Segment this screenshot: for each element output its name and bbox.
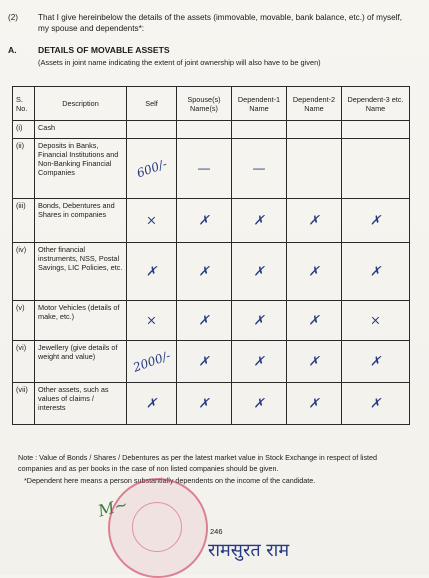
header-dependent-3: Dependent-3 etc. Name xyxy=(342,87,410,121)
cell-spouse xyxy=(177,139,232,199)
handwritten-mark: ✗ xyxy=(198,213,210,228)
handwritten-mark: ✗ xyxy=(308,213,320,228)
cell-dependent-3 xyxy=(342,383,410,425)
intro-number: (2) xyxy=(8,13,19,22)
row-sno: (vii) xyxy=(13,383,35,425)
handwritten-mark: ✗ xyxy=(370,354,381,369)
handwritten-mark: — xyxy=(252,161,266,176)
cell-self xyxy=(127,301,177,341)
cell-dependent-1 xyxy=(232,139,287,199)
row-description: Deposits in Banks, Financial Institutions and Non-Banking Financial Companies xyxy=(35,139,127,199)
cell-dependent-3 xyxy=(342,243,410,301)
handwritten-amount: 600/- xyxy=(134,156,169,180)
movable-assets-table xyxy=(12,86,410,425)
cell-spouse xyxy=(177,341,232,383)
handwritten-mark: × xyxy=(146,213,157,228)
cell-dependent-3 xyxy=(342,139,410,199)
row-description: Other financial instruments, NSS, Postal Savings, LIC Policies, etc. xyxy=(35,243,127,301)
handwritten-mark: ✗ xyxy=(370,213,381,228)
handwritten-mark: ✗ xyxy=(253,354,265,369)
intro-text: That I give hereinbelow the details of the assets (immovable, movable, bank balance, etc.) of myself, my spouse and dependents*: xyxy=(38,13,403,33)
header-sno: S. No. xyxy=(13,87,35,121)
official-seal-icon xyxy=(108,478,208,578)
page-number: 246 xyxy=(210,527,223,536)
handwritten-mark: ✗ xyxy=(253,213,265,228)
cell-self xyxy=(127,243,177,301)
handwritten-mark: ✗ xyxy=(370,396,381,411)
cell-dependent-2 xyxy=(287,383,342,425)
table-row xyxy=(13,243,410,301)
handwritten-mark: × xyxy=(370,313,381,328)
cell-dependent-2 xyxy=(287,243,342,301)
row-sno: (i) xyxy=(13,121,35,139)
handwritten-mark: × xyxy=(146,313,157,328)
table-row xyxy=(13,121,410,139)
table-row xyxy=(13,301,410,341)
header-self: Self xyxy=(127,87,177,121)
cell-dependent-1 xyxy=(232,199,287,243)
cell-dependent-2 xyxy=(287,121,342,139)
row-description: Other assets, such as values of claims / interests xyxy=(35,383,127,425)
table-row xyxy=(13,341,410,383)
cell-dependent-1 xyxy=(232,383,287,425)
cell-dependent-3 xyxy=(342,301,410,341)
row-sno: (iv) xyxy=(13,243,35,301)
handwritten-mark: ✗ xyxy=(146,396,157,411)
cell-dependent-1 xyxy=(232,243,287,301)
handwritten-mark: ✗ xyxy=(308,354,320,369)
handwritten-mark: ✗ xyxy=(308,396,320,411)
cell-dependent-1 xyxy=(232,341,287,383)
row-description: Motor Vehicles (details of make, etc.) xyxy=(35,301,127,341)
section-title: DETAILS OF MOVABLE ASSETS xyxy=(38,45,170,55)
handwritten-mark: ✗ xyxy=(308,313,320,328)
initials-icon: M~ xyxy=(96,494,130,521)
cell-dependent-2 xyxy=(287,341,342,383)
header-spouse: Spouse(s) Name(s) xyxy=(177,87,232,121)
handwritten-mark: ✗ xyxy=(253,264,265,279)
cell-dependent-1 xyxy=(232,121,287,139)
cell-dependent-2 xyxy=(287,139,342,199)
row-sno: (vi) xyxy=(13,341,35,383)
cell-spouse xyxy=(177,301,232,341)
table-header-row xyxy=(13,87,410,121)
table-row xyxy=(13,383,410,425)
handwritten-mark: ✗ xyxy=(253,313,265,328)
handwritten-mark: ✗ xyxy=(198,396,210,411)
handwritten-mark: ✗ xyxy=(198,354,210,369)
row-description: Bonds, Debentures and Shares in companies xyxy=(35,199,127,243)
cell-dependent-1 xyxy=(232,301,287,341)
section-subnote: (Assets in joint name indicating the extent of joint ownership will also have to be given) xyxy=(38,58,321,67)
handwritten-mark: — xyxy=(197,161,211,176)
cell-dependent-3 xyxy=(342,341,410,383)
handwritten-mark: ✗ xyxy=(146,264,157,279)
section-letter: A. xyxy=(8,45,17,55)
row-description: Cash xyxy=(35,121,127,139)
cell-spouse xyxy=(177,383,232,425)
handwritten-mark: ✗ xyxy=(198,264,210,279)
header-dependent-2: Dependent-2 Name xyxy=(287,87,342,121)
cell-self xyxy=(127,121,177,139)
cell-spouse xyxy=(177,199,232,243)
row-sno: (iii) xyxy=(13,199,35,243)
handwritten-mark: ✗ xyxy=(253,396,265,411)
table-row xyxy=(13,199,410,243)
candidate-signature: रामसुरत राम xyxy=(208,540,290,561)
table-row xyxy=(13,139,410,199)
dependent-definition-note: *Dependent here means a person substantially dependents on the income of the candidate. xyxy=(24,476,316,485)
row-sno: (v) xyxy=(13,301,35,341)
handwritten-amount: 2000/- xyxy=(130,347,172,375)
cell-spouse xyxy=(177,243,232,301)
cell-spouse xyxy=(177,121,232,139)
row-sno: (ii) xyxy=(13,139,35,199)
valuation-note: Note : Value of Bonds / Shares / Debentures as per the latest market value in Stock Exchange in respect of listed companies and as per books in the case of non listed companies should be given. xyxy=(18,453,378,473)
cell-dependent-3 xyxy=(342,199,410,243)
cell-self xyxy=(127,139,177,199)
cell-self xyxy=(127,341,177,383)
row-description: Jewellery (give details of weight and value) xyxy=(35,341,127,383)
handwritten-mark: ✗ xyxy=(198,313,210,328)
handwritten-mark: ✗ xyxy=(370,264,381,279)
cell-self xyxy=(127,383,177,425)
cell-dependent-2 xyxy=(287,199,342,243)
header-description: Description xyxy=(35,87,127,121)
handwritten-mark: ✗ xyxy=(308,264,320,279)
cell-self xyxy=(127,199,177,243)
cell-dependent-2 xyxy=(287,301,342,341)
cell-dependent-3 xyxy=(342,121,410,139)
header-dependent-1: Dependent-1 Name xyxy=(232,87,287,121)
